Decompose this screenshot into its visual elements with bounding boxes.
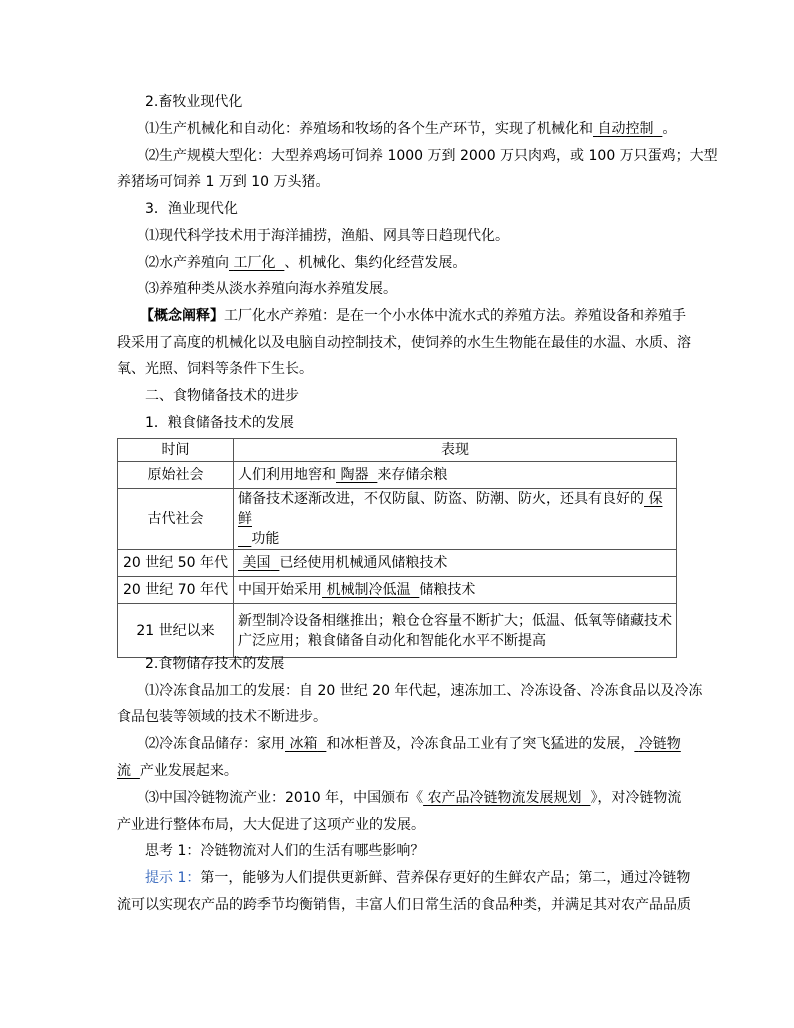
era-cell: 20 世纪 50 年代 [118, 550, 234, 577]
storage-item-3-line-2: 产业进行整体布局，大大促进了这项产业的发展。 [117, 817, 425, 833]
table-row [118, 489, 677, 550]
grain-subheading: 1．粮食储备技术的发展 [145, 415, 294, 431]
fishery-heading: 3．渔业现代化 [145, 201, 238, 217]
fishery-item-2: ⑵水产养殖向 工厂化 、机械化、集约化经营发展。 [145, 255, 467, 271]
answer-blank: 冷链物 [638, 736, 681, 752]
hint-line-2: 流可以实现农产品的跨季节均衡销售，丰富人们日常生活的食品种类，并满足其对农产品品质 [117, 897, 691, 913]
answer-blank: 自动控制 [597, 121, 654, 137]
storage-item-2-line-1: ⑵冷冻食品储存：家用 冰箱 和冰柜普及，冷冻食品工业有了突飞猛进的发展， 冷链物 [145, 736, 681, 752]
hint-label: 提示 1： [145, 870, 201, 886]
table-row [118, 550, 677, 577]
desc-cell: 中国开始采用 机械制冷低温 储粮技术 [234, 577, 677, 604]
answer-blank: 冰箱 [289, 736, 318, 752]
era-cell: 古代社会 [118, 489, 234, 550]
storage-item-1-line-2: 食品包装等领域的技术不断进步。 [117, 709, 327, 725]
answer-blank: 农产品冷链物流发展规划 [427, 790, 582, 806]
answer-blank: 流 [117, 763, 131, 779]
livestock-item-2-line-1: ⑵生产规模大型化：大型养鸡场可饲养 1000 万到 2000 万只肉鸡，或 100 万只蛋鸡；大型 [145, 148, 718, 164]
livestock-heading: 2.畜牧业现代化 [145, 94, 243, 110]
hint-line-1: 提示 1：第一，能够为人们提供更新鲜、营养保存更好的生鲜农产品；第二，通过冷链物 [145, 870, 691, 886]
header-time: 时间 [118, 439, 234, 462]
food-storage-subheading: 2.食物储存技术的发展 [145, 656, 285, 672]
table-header-row [118, 439, 677, 462]
table-row [118, 462, 677, 489]
era-cell: 21 世纪以来 [118, 604, 234, 658]
answer-blank: 机械制冷低温 [326, 582, 411, 598]
concept-tag: 【概念阐释】 [140, 308, 224, 324]
question-text: 思考 1：冷链物流对人们的生活有哪些影响？ [145, 843, 425, 859]
storage-item-2-line-2: 流 产业发展起来。 [117, 763, 238, 779]
concept-line-2: 段采用了高度的机械化以及电脑自动控制技术，使饲养的水生生物能在最佳的水温、水质、溶 [117, 335, 691, 351]
answer-blank: 工厂化 [233, 255, 276, 271]
desc-cell: 储备技术逐渐改进，不仅防鼠、防盗、防潮、防火，还具有良好的 保鲜 功能 [234, 489, 677, 550]
grain-storage-table [117, 438, 677, 658]
livestock-item-1: ⑴生产机械化和自动化：养殖场和牧场的各个生产环节，实现了机械化和 自动控制 。 [145, 121, 677, 137]
header-performance: 表现 [234, 439, 677, 462]
answer-blank: 保鲜 [238, 491, 663, 527]
era-cell: 20 世纪 70 年代 [118, 577, 234, 604]
answer-blank: 美国 [242, 555, 271, 571]
answer-blank: 陶器 [340, 467, 369, 483]
storage-item-3-line-1: ⑶中国冷链物流产业：2010 年，中国颁布《 农产品冷链物流发展规划 》，对冷链物流 [145, 790, 682, 806]
desc-cell: 人们利用地窖和 陶器 来存储余粮 [234, 462, 677, 489]
fishery-item-3: ⑶养殖种类从淡水养殖向海水养殖发展。 [145, 281, 397, 297]
table-row [118, 577, 677, 604]
storage-heading: 二、食物储备技术的进步 [145, 388, 299, 404]
fishery-item-1: ⑴现代科学技术用于海洋捕捞，渔船、网具等日趋现代化。 [145, 228, 509, 244]
concept-line-1: 【概念阐释】工厂化水产养殖：是在一个小水体中流水式的养殖方法。养殖设备和养殖手 [140, 308, 686, 324]
desc-cell: 美国 已经使用机械通风储粮技术 [234, 550, 677, 577]
livestock-item-2-line-2: 养猪场可饲养 1 万到 10 万头猪。 [117, 174, 330, 190]
storage-item-1-line-1: ⑴冷冻食品加工的发展：自 20 世纪 20 年代起，速冻加工、冷冻设备、冷冻食品以及冷冻 [145, 683, 703, 699]
table-row [118, 604, 677, 658]
desc-cell: 新型制冷设备相继推出；粮仓仓容量不断扩大；低温、低氧等储藏技术 广泛应用；粮食储备自动化和智能化水平不断提高 [234, 604, 677, 658]
era-cell: 原始社会 [118, 462, 234, 489]
concept-line-3: 氧、光照、饲料等条件下生长。 [117, 361, 313, 377]
